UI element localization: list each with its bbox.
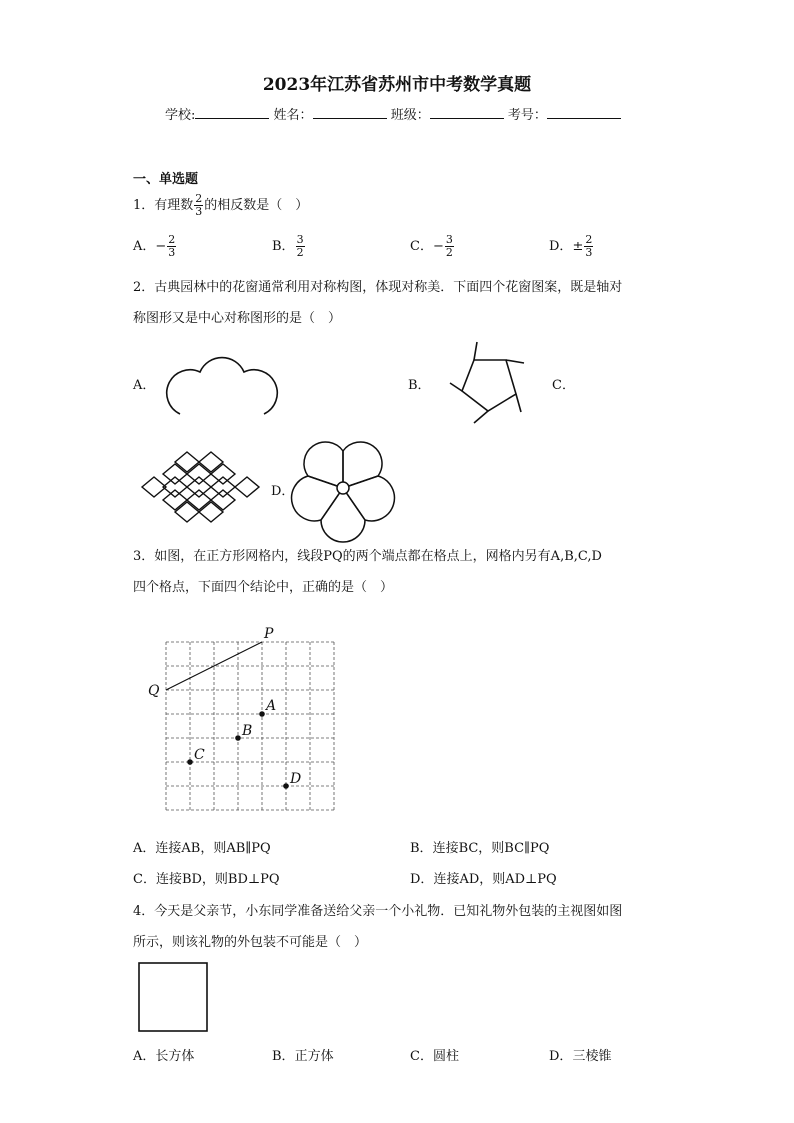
q4-option-b[interactable] xyxy=(272,1045,334,1064)
cloud-window-figure xyxy=(170,350,275,416)
q3-option-d-label: D． xyxy=(410,872,434,887)
q1-option-c-den: 2 xyxy=(445,246,453,259)
q4-stem-line2: 所示，则该礼物的外包装不可能是（ ） xyxy=(133,935,368,950)
q1-option-b-num: 3 xyxy=(296,233,304,246)
q1-frac-num: 2 xyxy=(195,192,203,205)
q2-stem-line2: 称图形又是中心对称图形的是（ ） xyxy=(133,311,342,326)
q3-option-a-label: A． xyxy=(133,841,156,856)
q4-option-c-label: C． xyxy=(410,1049,433,1064)
q1-option-c-label: C． xyxy=(410,239,433,254)
point-d xyxy=(283,783,289,789)
q3-option-a[interactable] xyxy=(133,837,271,856)
q3-grid-figure xyxy=(145,622,345,817)
exam-no-label: 考号： xyxy=(507,108,547,123)
label-p: P xyxy=(264,626,274,642)
name-field[interactable] xyxy=(313,106,387,119)
q1-option-b-fraction xyxy=(296,234,305,259)
q1-stem-text-a: 1．有理数 xyxy=(133,198,194,213)
q3-option-c-text: 连接BD，则BD⊥PQ xyxy=(155,872,280,887)
q1-option-a-den: 3 xyxy=(168,246,176,259)
q1-option-a[interactable] xyxy=(133,234,177,259)
label-c: C xyxy=(194,747,205,763)
q1-stem-text-b: 的相反数是（ ） xyxy=(204,198,309,213)
q1-option-c-sign: − xyxy=(432,239,444,254)
label-a: A xyxy=(266,698,277,714)
q3-option-c[interactable] xyxy=(133,868,280,887)
student-info-line xyxy=(165,104,621,123)
q3-option-b-label: B． xyxy=(410,841,433,856)
class-label: 班级： xyxy=(390,108,430,123)
label-d: D xyxy=(290,771,302,787)
q1-option-d-label: D． xyxy=(549,239,573,254)
front-view-square-figure xyxy=(138,962,210,1034)
q1-option-a-fraction xyxy=(167,234,176,259)
school-field[interactable] xyxy=(195,106,269,119)
pentagon-window-figure xyxy=(440,338,535,426)
q1-option-c-fraction xyxy=(445,234,454,259)
q1-stem xyxy=(133,193,308,218)
q4-option-a[interactable] xyxy=(133,1045,194,1064)
q1-option-c-num: 3 xyxy=(445,233,453,246)
point-b xyxy=(235,735,241,741)
q2-option-d-label[interactable]: D． xyxy=(271,484,295,499)
q4-option-d-label: D． xyxy=(549,1049,573,1064)
point-c xyxy=(187,759,193,765)
q4-option-a-label: A． xyxy=(133,1049,156,1064)
q1-frac-den: 3 xyxy=(195,205,203,218)
flower-window-figure xyxy=(300,445,386,529)
q4-option-b-label: B． xyxy=(272,1049,295,1064)
q1-option-a-num: 2 xyxy=(168,233,176,246)
q3-stem-line1: 3．如图，在正方形网格内，线段PQ的两个端点都在格点上，网格内另有A,B,C,D xyxy=(133,549,602,564)
q1-option-c[interactable] xyxy=(410,234,455,259)
q4-option-b-text: 正方体 xyxy=(294,1049,334,1064)
class-field[interactable] xyxy=(430,106,504,119)
exam-no-field[interactable] xyxy=(547,106,621,119)
q1-fraction xyxy=(194,193,203,218)
q3-option-d-text: 连接AD，则AD⊥PQ xyxy=(433,872,557,887)
q3-option-c-label: C． xyxy=(133,872,156,887)
q1-option-d-fraction xyxy=(584,234,593,259)
q4-stem-line1: 4．今天是父亲节，小东同学准备送给父亲一个小礼物．已知礼物外包装的主视图如图 xyxy=(133,904,623,919)
q3-stem-line2: 四个格点，下面四个结论中，正确的是（ ） xyxy=(133,580,394,595)
q1-option-d-den: 3 xyxy=(585,246,593,259)
q2-option-c-label[interactable]: C． xyxy=(552,378,575,393)
q4-option-c[interactable] xyxy=(410,1045,459,1064)
q1-option-d-num: 2 xyxy=(585,233,593,246)
school-label: 学校: xyxy=(165,108,196,123)
q2-option-b-label[interactable]: B． xyxy=(408,378,431,393)
q3-option-a-text: 连接AB，则AB∥PQ xyxy=(155,841,271,856)
section-heading: 一、单选题 xyxy=(133,172,199,187)
q2-option-a-label[interactable]: A． xyxy=(133,378,156,393)
q3-option-d[interactable] xyxy=(410,868,557,887)
q1-option-b[interactable] xyxy=(272,234,306,259)
q4-option-d-text: 三棱锥 xyxy=(572,1049,612,1064)
q2-stem-line1: 2．古典园林中的花窗通常利用对称构图，体现对称美．下面四个花窗图案，既是轴对 xyxy=(133,280,623,295)
page-title: 2023年江苏省苏州市中考数学真题 xyxy=(262,75,532,95)
name-label: 姓名： xyxy=(273,108,313,123)
q3-option-b-text: 连接BC，则BC∥PQ xyxy=(432,841,550,856)
q4-option-c-text: 圆柱 xyxy=(432,1049,459,1064)
point-a xyxy=(259,711,265,717)
q3-option-b[interactable] xyxy=(410,837,549,856)
q1-option-a-sign: − xyxy=(155,239,167,254)
q1-option-b-den: 2 xyxy=(296,246,304,259)
q1-option-d[interactable] xyxy=(549,234,594,259)
q4-option-d[interactable] xyxy=(549,1045,611,1064)
label-b: B xyxy=(242,723,253,739)
q4-option-a-text: 长方体 xyxy=(155,1049,195,1064)
q1-option-a-label: A． xyxy=(133,239,156,254)
label-q: Q xyxy=(148,683,160,699)
q1-option-d-sign: ± xyxy=(572,239,584,254)
lattice-window-figure xyxy=(142,452,267,522)
q1-option-b-label: B． xyxy=(272,239,295,254)
